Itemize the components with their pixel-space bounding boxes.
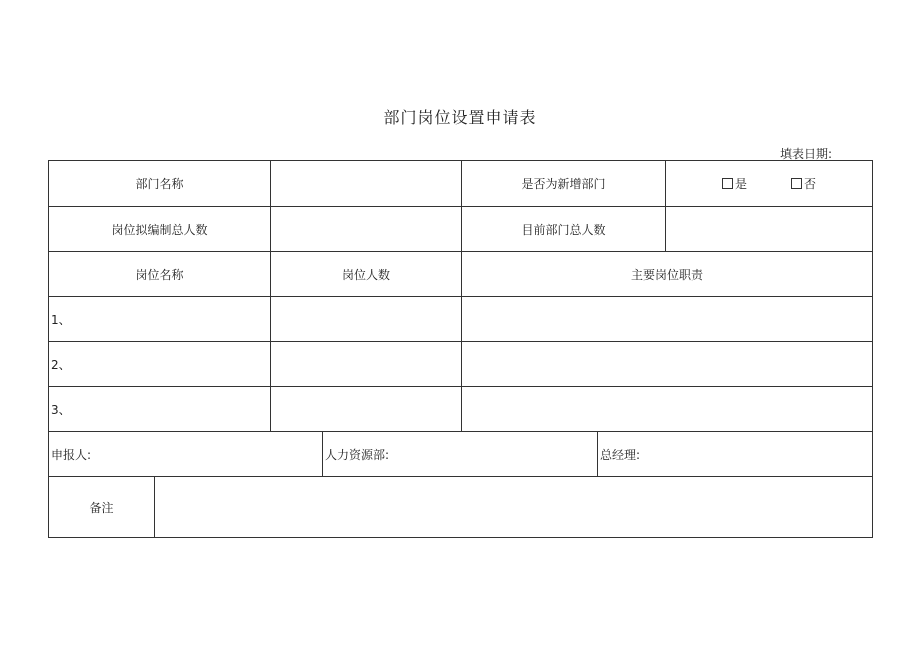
checkbox-no[interactable] (791, 178, 802, 189)
current-total-field[interactable] (666, 207, 872, 251)
checkbox-yes[interactable] (722, 178, 733, 189)
application-form (48, 160, 873, 538)
position-row (49, 297, 872, 342)
position-count-header: 岗位人数 (271, 252, 462, 296)
main-duties-header: 主要岗位职责 (630, 267, 703, 282)
option-yes-label: 是 (734, 177, 747, 191)
planned-total-field[interactable] (271, 207, 462, 251)
headcount-row (49, 207, 872, 252)
option-no[interactable] (791, 175, 816, 192)
option-yes[interactable] (722, 175, 747, 192)
remarks-field[interactable] (155, 477, 872, 537)
applicant-signature[interactable]: 申报人: (49, 432, 323, 476)
is-new-dept-label: 是否为新增部门 (462, 161, 666, 206)
position-row (49, 342, 872, 387)
current-total-label: 目前部门总人数 (462, 207, 666, 251)
main-duties-cell[interactable] (462, 387, 872, 431)
gm-signature[interactable]: 总经理: (600, 447, 641, 462)
dept-name-label: 部门名称 (49, 161, 271, 206)
dept-name-field[interactable] (271, 161, 462, 206)
main-duties-cell[interactable] (462, 342, 872, 386)
planned-total-label: 岗位拟编制总人数 (49, 207, 271, 251)
position-count-cell[interactable] (271, 297, 462, 341)
dept-name-row (49, 161, 872, 207)
positions-header-row (49, 252, 872, 297)
option-no-label: 否 (804, 177, 817, 191)
hr-signature[interactable]: 人力资源部: (323, 432, 598, 476)
position-name-cell[interactable]: 3、 (49, 387, 271, 431)
remarks-label: 备注 (49, 477, 155, 537)
position-row (49, 387, 872, 432)
position-name-cell[interactable]: 1、 (49, 297, 271, 341)
is-new-dept-options (666, 161, 872, 206)
position-count-cell[interactable] (271, 342, 462, 386)
position-name-header: 岗位名称 (49, 252, 271, 296)
position-count-cell[interactable] (271, 387, 462, 431)
signature-row (49, 432, 872, 477)
form-title: 部门岗位设置申请表 (383, 108, 537, 127)
position-name-cell[interactable]: 2、 (49, 342, 271, 386)
remarks-row (49, 477, 872, 537)
main-duties-cell[interactable] (462, 297, 872, 341)
fill-date-label: 填表日期: (779, 147, 832, 161)
